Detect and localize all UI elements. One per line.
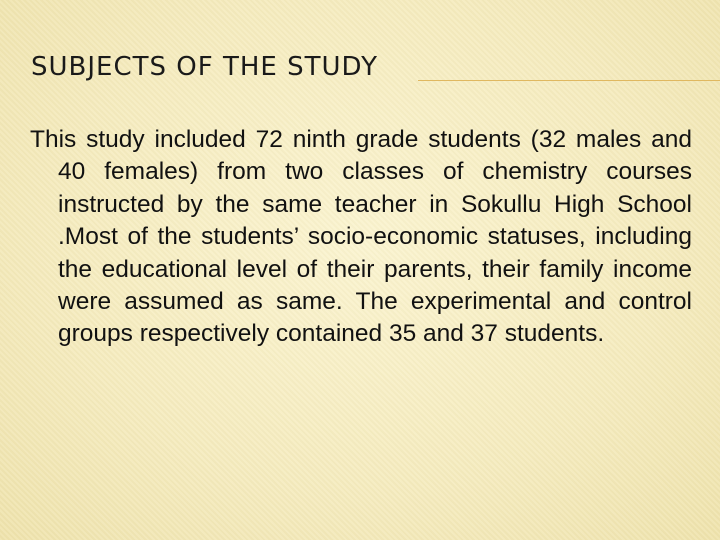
slide-title: SUBJECTS OF THE STUDY: [31, 52, 378, 82]
title-underline-rule: [418, 80, 720, 81]
body-paragraph: This study included 72 ninth grade students (32 males and 40 females) from two classes of chemistry courses instructed by the same teacher in Sokullu High School .Most of the students’ socio-economic statuses, including the educational level of their parents, their family income were assumed as same. The experimental and control groups respectively contained 35 and 37 students.: [30, 126, 692, 348]
